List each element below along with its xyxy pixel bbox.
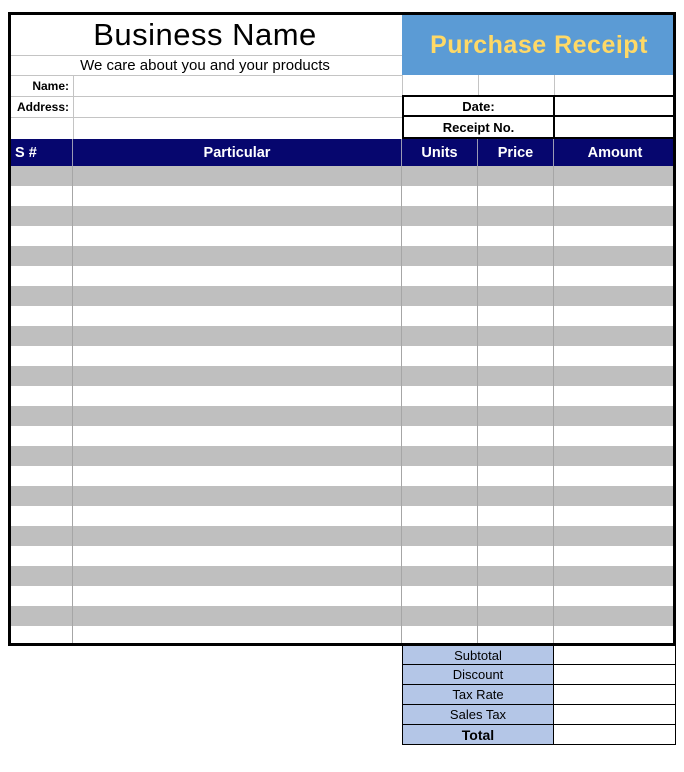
cell-s-no[interactable] — [8, 186, 73, 206]
date-row — [402, 95, 676, 117]
address-input[interactable] — [74, 97, 402, 117]
cell-particular[interactable] — [73, 206, 402, 226]
cell-units[interactable] — [402, 526, 478, 546]
cell-units[interactable] — [402, 326, 478, 346]
cell-particular[interactable] — [73, 586, 402, 606]
address-label: Address: — [16, 99, 69, 114]
cell-units[interactable] — [402, 286, 478, 306]
cell-price[interactable] — [478, 246, 554, 266]
cell-units[interactable] — [402, 206, 478, 226]
cell-particular[interactable] — [73, 366, 402, 386]
cell-units[interactable] — [402, 366, 478, 386]
cell-amount[interactable] — [554, 286, 676, 306]
gridline — [478, 75, 479, 95]
cell-particular[interactable] — [73, 386, 402, 406]
purchase-receipt-banner: Purchase Receipt — [402, 15, 676, 75]
cell-price[interactable] — [478, 226, 554, 246]
receipt-sheet — [8, 12, 676, 746]
cell-particular[interactable] — [73, 166, 402, 186]
cell-s-no[interactable] — [8, 486, 73, 506]
table-body — [8, 166, 676, 646]
cell-units[interactable] — [402, 466, 478, 486]
summary-row-tax-rate — [402, 685, 676, 705]
gridline — [73, 75, 74, 139]
cell-units[interactable] — [402, 626, 478, 646]
gridline — [554, 75, 555, 95]
table-row — [8, 566, 676, 586]
cell-units[interactable] — [402, 546, 478, 566]
receipt-no-input[interactable] — [554, 117, 676, 139]
summary-label-sales-tax: Sales Tax — [402, 705, 554, 725]
cell-amount[interactable] — [554, 566, 676, 586]
cell-price[interactable] — [478, 206, 554, 226]
table-row — [8, 626, 676, 646]
cell-s-no[interactable] — [8, 606, 73, 626]
name-label: Name: — [32, 78, 69, 93]
table-row — [8, 246, 676, 266]
cell-s-no[interactable] — [8, 586, 73, 606]
cell-particular[interactable] — [73, 406, 402, 426]
name-input[interactable] — [74, 76, 402, 96]
cell-particular[interactable] — [73, 346, 402, 366]
cell-amount[interactable] — [554, 306, 676, 326]
cell-particular[interactable] — [73, 466, 402, 486]
cell-price[interactable] — [478, 406, 554, 426]
cell-price[interactable] — [478, 426, 554, 446]
table-row — [8, 366, 676, 386]
cell-price[interactable] — [478, 446, 554, 466]
gridline — [8, 55, 402, 56]
cell-particular[interactable] — [73, 626, 402, 646]
cell-price[interactable] — [478, 546, 554, 566]
cell-particular[interactable] — [73, 186, 402, 206]
cell-price[interactable] — [478, 566, 554, 586]
cell-s-no[interactable] — [8, 566, 73, 586]
cell-amount[interactable] — [554, 506, 676, 526]
cell-s-no[interactable] — [8, 346, 73, 366]
table-row — [8, 326, 676, 346]
cell-amount[interactable] — [554, 426, 676, 446]
summary-label-subtotal: Subtotal — [402, 645, 554, 665]
column-header-amount: Amount — [587, 144, 643, 161]
column-header-price: Price — [478, 139, 554, 166]
cell-amount[interactable] — [554, 366, 676, 386]
summary-label-total: Total — [402, 725, 554, 745]
summary-row-total — [402, 725, 676, 745]
cell-units[interactable] — [402, 586, 478, 606]
gridline — [8, 117, 402, 118]
table-row — [8, 546, 676, 566]
cell-units[interactable] — [402, 186, 478, 206]
table-row — [8, 306, 676, 326]
cell-s-no[interactable] — [8, 406, 73, 426]
table-row — [8, 266, 676, 286]
cell-price[interactable] — [478, 306, 554, 326]
cell-units[interactable] — [402, 606, 478, 626]
cell-price[interactable] — [478, 506, 554, 526]
cell-amount[interactable] — [554, 186, 676, 206]
column-header-units: Units — [402, 139, 478, 166]
table-row — [8, 226, 676, 246]
cell-amount[interactable] — [554, 626, 676, 646]
cell-s-no[interactable] — [8, 506, 73, 526]
table-row — [8, 286, 676, 306]
cell-units[interactable] — [402, 226, 478, 246]
gridline — [402, 75, 403, 95]
cell-units[interactable] — [402, 406, 478, 426]
cell-s-no[interactable] — [8, 426, 73, 446]
cell-units[interactable] — [402, 446, 478, 466]
table-row — [8, 586, 676, 606]
cell-s-no[interactable] — [8, 446, 73, 466]
business-name-title: Business Name — [93, 17, 317, 52]
cell-particular[interactable] — [73, 546, 402, 566]
cell-units[interactable] — [402, 486, 478, 506]
table-row — [8, 166, 676, 186]
cell-s-no[interactable] — [8, 166, 73, 186]
cell-particular[interactable] — [73, 286, 402, 306]
cell-amount[interactable] — [554, 326, 676, 346]
table-row — [8, 186, 676, 206]
table-row — [8, 426, 676, 446]
summary-value-subtotal[interactable] — [554, 645, 676, 665]
summary-label-discount: Discount — [402, 665, 554, 685]
cell-units[interactable] — [402, 506, 478, 526]
cell-particular[interactable] — [73, 426, 402, 446]
table-row — [8, 466, 676, 486]
summary-row-sales-tax — [402, 705, 676, 725]
cell-units[interactable] — [402, 346, 478, 366]
cell-particular[interactable] — [73, 306, 402, 326]
receipt-no-label: Receipt No. — [402, 117, 554, 139]
date-input[interactable] — [554, 95, 676, 117]
cell-particular[interactable] — [73, 246, 402, 266]
cell-amount[interactable] — [554, 346, 676, 366]
cell-units[interactable] — [402, 306, 478, 326]
cell-amount[interactable] — [554, 386, 676, 406]
cell-amount[interactable] — [554, 226, 676, 246]
summary-value-tax-rate[interactable] — [554, 685, 676, 705]
cell-price[interactable] — [478, 186, 554, 206]
cell-s-no[interactable] — [8, 526, 73, 546]
cell-price[interactable] — [478, 466, 554, 486]
cell-units[interactable] — [402, 266, 478, 286]
cell-s-no[interactable] — [8, 286, 73, 306]
cell-amount[interactable] — [554, 546, 676, 566]
cell-units[interactable] — [402, 566, 478, 586]
summary-value-total[interactable] — [554, 725, 676, 745]
cell-price[interactable] — [478, 526, 554, 546]
cell-particular[interactable] — [73, 606, 402, 626]
table-row — [8, 406, 676, 426]
cell-amount[interactable] — [554, 466, 676, 486]
cell-units[interactable] — [402, 426, 478, 446]
cell-units[interactable] — [402, 166, 478, 186]
cell-units[interactable] — [402, 386, 478, 406]
cell-s-no[interactable] — [8, 366, 73, 386]
cell-amount[interactable] — [554, 246, 676, 266]
cell-price[interactable] — [478, 366, 554, 386]
table-row — [8, 486, 676, 506]
cell-particular[interactable] — [73, 226, 402, 246]
cell-s-no[interactable] — [8, 626, 73, 646]
cell-price[interactable] — [478, 586, 554, 606]
cell-s-no[interactable] — [8, 546, 73, 566]
business-tagline: We care about you and your products — [80, 56, 330, 74]
gridline — [8, 75, 402, 76]
cell-amount[interactable] — [554, 486, 676, 506]
cell-particular[interactable] — [73, 266, 402, 286]
table-row — [8, 606, 676, 626]
summary-row-discount — [402, 665, 676, 685]
receipt-no-row — [402, 117, 676, 139]
cell-amount[interactable] — [554, 166, 676, 186]
cell-s-no[interactable] — [8, 466, 73, 486]
cell-amount[interactable] — [554, 606, 676, 626]
cell-s-no[interactable] — [8, 306, 73, 326]
table-row — [8, 506, 676, 526]
column-header-particular: Particular — [73, 139, 402, 166]
table-header — [8, 139, 676, 166]
cell-amount[interactable] — [554, 586, 676, 606]
table-row — [8, 206, 676, 226]
cell-amount[interactable] — [554, 406, 676, 426]
cell-price[interactable] — [478, 626, 554, 646]
cell-s-no[interactable] — [8, 246, 73, 266]
summary-value-sales-tax[interactable] — [554, 705, 676, 725]
cell-units[interactable] — [402, 246, 478, 266]
cell-price[interactable] — [478, 386, 554, 406]
cell-price[interactable] — [478, 486, 554, 506]
cell-particular[interactable] — [73, 526, 402, 546]
table-row — [8, 526, 676, 546]
table-row — [8, 346, 676, 366]
cell-particular[interactable] — [73, 566, 402, 586]
cell-s-no[interactable] — [8, 226, 73, 246]
table-row — [8, 446, 676, 466]
cell-price[interactable] — [478, 286, 554, 306]
cell-particular[interactable] — [73, 486, 402, 506]
summary-row-subtotal — [402, 645, 676, 665]
cell-price[interactable] — [478, 266, 554, 286]
cell-price[interactable] — [478, 166, 554, 186]
cell-s-no[interactable] — [8, 326, 73, 346]
summary-block — [402, 645, 676, 745]
summary-value-discount[interactable] — [554, 665, 676, 685]
cell-particular[interactable] — [73, 446, 402, 466]
date-label: Date: — [402, 95, 554, 117]
table-row — [8, 386, 676, 406]
cell-s-no[interactable] — [8, 386, 73, 406]
cell-price[interactable] — [478, 606, 554, 626]
cell-particular[interactable] — [73, 326, 402, 346]
column-header-s-no: S # — [8, 139, 73, 166]
summary-label-tax-rate: Tax Rate — [402, 685, 554, 705]
gridline — [8, 96, 402, 97]
cell-price[interactable] — [478, 326, 554, 346]
cell-amount[interactable] — [554, 446, 676, 466]
cell-amount[interactable] — [554, 206, 676, 226]
cell-s-no[interactable] — [8, 266, 73, 286]
cell-particular[interactable] — [73, 506, 402, 526]
cell-s-no[interactable] — [8, 206, 73, 226]
cell-price[interactable] — [478, 346, 554, 366]
cell-amount[interactable] — [554, 266, 676, 286]
cell-amount[interactable] — [554, 526, 676, 546]
